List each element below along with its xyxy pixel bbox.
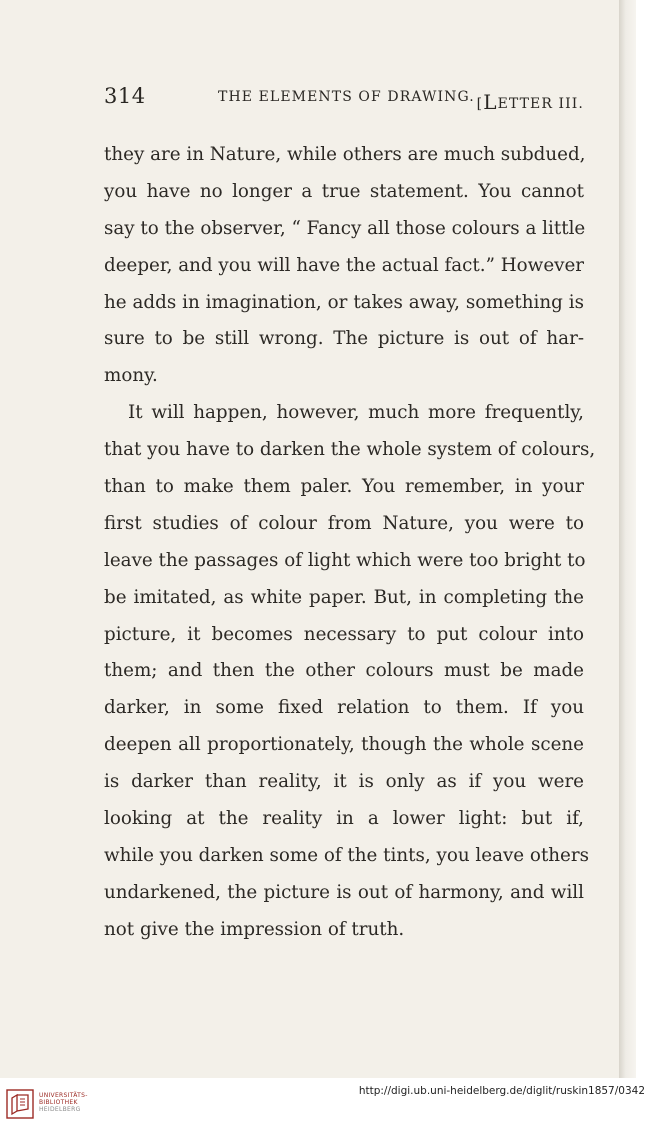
- text-line: It will happen, however, much more frequently,: [128, 402, 584, 424]
- text-line: leave the passages of light which were too bright to: [104, 549, 586, 571]
- text-line: not give the impression of truth.: [104, 918, 405, 940]
- source-url[interactable]: http://digi.ub.uni-heidelberg.de/diglit/ruskin1857/0342: [358, 1085, 645, 1097]
- footer-bar: [0, 1078, 653, 1132]
- text-line: deepen all proportionately, though the whole scene: [104, 734, 584, 756]
- logo-line-1: UNIVERSITÄTS-: [39, 1092, 88, 1099]
- running-title: THE ELEMENTS OF DRAWING.: [218, 89, 475, 105]
- text-line: they are in Nature, while others are much subdued,: [104, 144, 586, 165]
- page-edge: [619, 0, 636, 1078]
- logo-line-3: HEIDELBERG: [39, 1106, 81, 1113]
- text-line: first studies of colour from Nature, you were to: [104, 512, 584, 534]
- text-line: darker, in some fixed relation to them. If you: [104, 697, 584, 719]
- library-logo-icon: [6, 1089, 34, 1119]
- text-line: picture, it becomes necessary to put colour into: [104, 623, 584, 645]
- running-letter-initial: L: [483, 90, 498, 114]
- text-line: than to make them paler. You remember, in your: [104, 476, 584, 498]
- running-letter-rest: ETTER III.: [497, 96, 584, 112]
- text-line: say to the observer, “ Fancy all those colours a little: [104, 217, 586, 239]
- text-line: be imitated, as white paper. But, in completing the: [104, 586, 584, 608]
- page-number: 314: [104, 84, 146, 108]
- logo-line-2: BIBLIOTHEK: [39, 1099, 78, 1106]
- text-line: mony.: [104, 365, 158, 387]
- text-line: while you darken some of the tints, you leave others: [104, 844, 589, 866]
- running-head: [104, 84, 584, 114]
- body-text: [104, 137, 596, 949]
- text-line: sure to be still wrong. The picture is out of har-: [104, 328, 584, 350]
- running-letter-bracket: [: [476, 96, 484, 112]
- running-letter: [477, 89, 584, 113]
- text-line: them; and then the other colours must be made: [104, 660, 584, 682]
- text-line: that you have to darken the whole system of colours,: [104, 439, 596, 461]
- text-line: undarkened, the picture is out of harmony, and will: [104, 881, 584, 903]
- library-logo-text: [39, 1092, 88, 1113]
- text-line: deeper, and you will have the actual fact.” However: [104, 254, 585, 276]
- text-line: you have no longer a true statement. You cannot: [104, 180, 584, 202]
- text-line: is darker than reality, it is only as if you were: [104, 771, 584, 793]
- text-line: he adds in imagination, or takes away, something is: [104, 291, 584, 313]
- text-line: looking at the reality in a lower light: but if,: [104, 808, 584, 830]
